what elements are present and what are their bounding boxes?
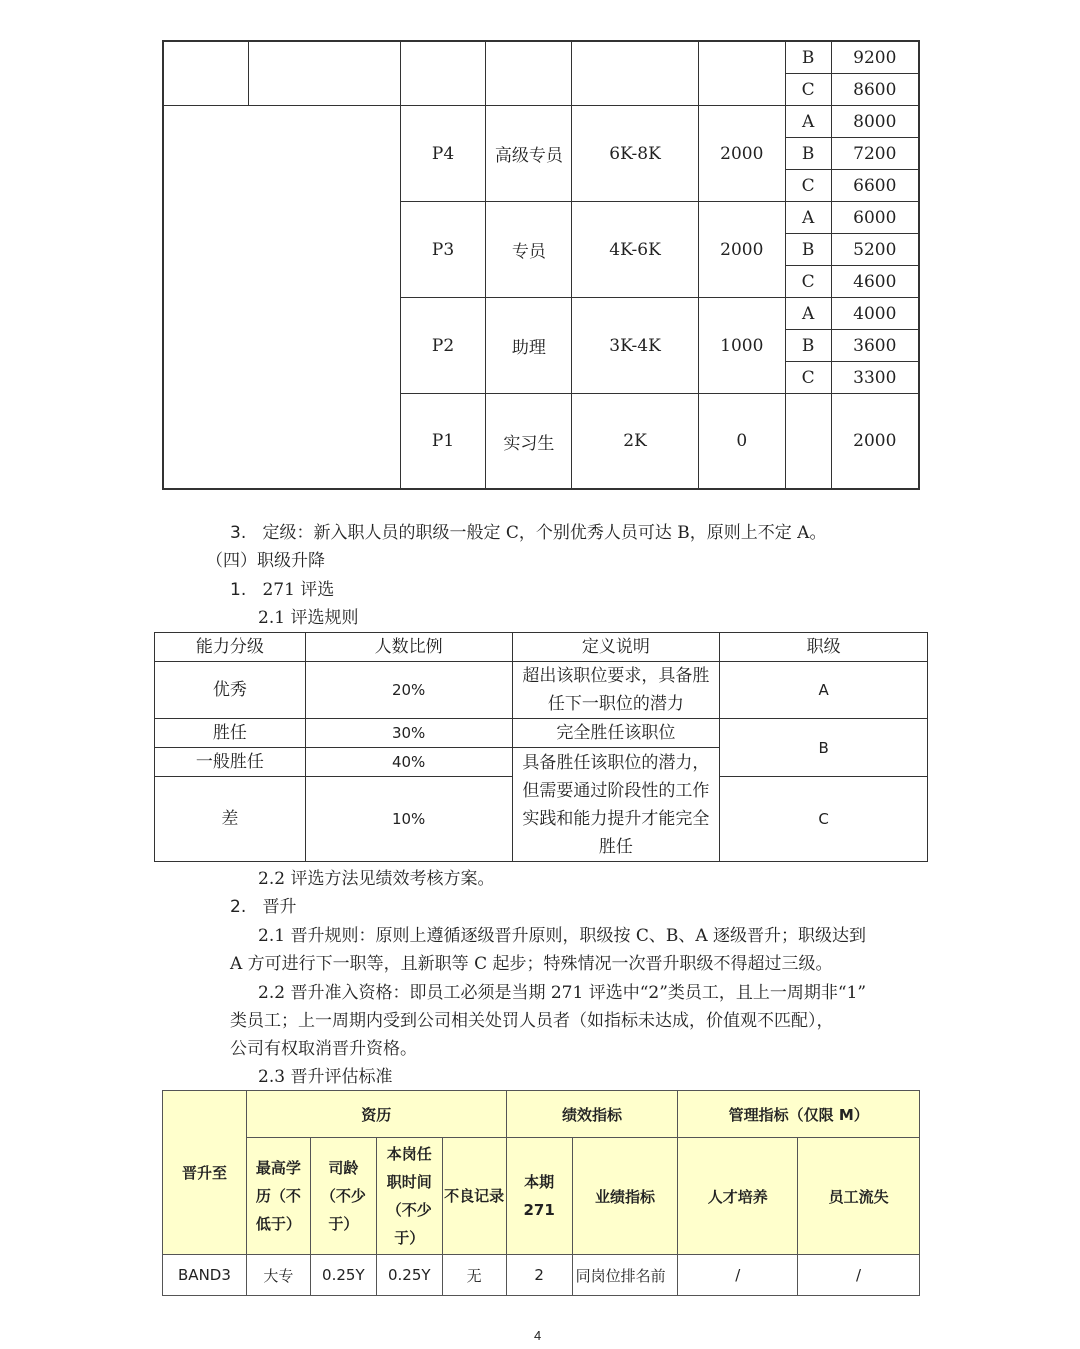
evaluation-rules-table xyxy=(154,632,928,862)
header-management: 管理指标（仅限 M） xyxy=(678,1091,920,1138)
promo-2-2-line3: 公司有权取消晋升资格。 xyxy=(230,1039,417,1059)
level-range: 4K-6K xyxy=(572,202,699,298)
ratio-cell: 30% xyxy=(305,719,512,748)
grade-cell: B xyxy=(785,138,831,170)
page-number: 4 xyxy=(534,1328,542,1343)
level-title: 助理 xyxy=(486,298,572,394)
data-cell: 0.25Y xyxy=(376,1255,442,1296)
salary-cell: 3600 xyxy=(831,330,919,362)
promo-2-1-line1: 2.1 晋升规则：原则上遵循逐级晋升原则，职级按 C、B、A 逐级晋升；职级达到 xyxy=(258,926,867,946)
grade-cell: B xyxy=(785,41,831,74)
data-cell: / xyxy=(798,1255,920,1296)
grade-cell: A xyxy=(785,106,831,138)
header-cell: 职级 xyxy=(720,633,928,662)
sub-2-1-heading: 2.1 评选规则 xyxy=(258,608,359,628)
ratio-cell: 40% xyxy=(305,748,512,777)
header-promote-to: 晋升至 xyxy=(163,1091,247,1255)
item-2: 2. 晋升 xyxy=(230,897,297,917)
level-title: 高级专员 xyxy=(486,106,572,202)
empty-cell xyxy=(572,41,699,106)
level-step: 2000 xyxy=(698,202,785,298)
item-3: 3. 定级：新入职人员的职级一般定 C，个别优秀人员可达 B，原则上不定 A。 xyxy=(230,523,827,543)
grade-cell: A xyxy=(785,202,831,234)
level-title: 专员 xyxy=(486,202,572,298)
salary-grade-table xyxy=(162,40,920,490)
salary-cell: 8000 xyxy=(831,106,919,138)
grade-cell: C xyxy=(785,74,831,106)
sub-header: 业绩指标 xyxy=(572,1138,678,1255)
item-3-text: 定级：新入职人员的职级一般定 C，个别优秀人员可达 B，原则上不定 A。 xyxy=(262,523,827,543)
header-performance: 绩效指标 xyxy=(506,1091,678,1138)
level-range: 2K xyxy=(572,394,699,490)
empty-cell xyxy=(163,106,400,490)
empty-cell xyxy=(400,41,486,106)
level-cell: 优秀 xyxy=(155,662,306,719)
promo-2-1-line2: A 方可进行下一职等，且新职等 C 起步；特殊情况一次晋升职级不得超过三级。 xyxy=(230,954,833,974)
salary-cell: 4600 xyxy=(831,266,919,298)
empty-cell xyxy=(486,41,572,106)
grade-cell: B xyxy=(785,330,831,362)
level-cell: 胜任 xyxy=(155,719,306,748)
header-cell: 定义说明 xyxy=(512,633,720,662)
promo-2-2-line1: 2.2 晋升准入资格：即员工必须是当期 271 评选中“2”类员工，且上一周期非“1” xyxy=(258,983,867,1003)
data-cell: 无 xyxy=(442,1255,506,1296)
data-cell: 大专 xyxy=(246,1255,310,1296)
header-cell: 能力分级 xyxy=(155,633,306,662)
empty-cell xyxy=(249,41,400,106)
salary-cell: 3300 xyxy=(831,362,919,394)
salary-cell: 2000 xyxy=(831,394,919,490)
grade-cell: A xyxy=(720,662,928,719)
data-cell: 0.25Y xyxy=(310,1255,376,1296)
promo-2-2-line2: 类员工；上一周期内受到公司相关处罚人员者（如指标未达成，价值观不匹配）， xyxy=(230,1011,834,1031)
sub-header: 人才培养 xyxy=(678,1138,798,1255)
level-range: 3K-4K xyxy=(572,298,699,394)
header-qualifications: 资历 xyxy=(246,1091,506,1138)
ratio-cell: 20% xyxy=(305,662,512,719)
data-cell: / xyxy=(678,1255,798,1296)
sub-header: 本期271 xyxy=(506,1138,572,1255)
data-cell: 同岗位排名前 xyxy=(572,1255,678,1296)
level-cell: 差 xyxy=(155,777,306,862)
level-step: 2000 xyxy=(698,106,785,202)
level-range: 6K-8K xyxy=(572,106,699,202)
header-cell: 人数比例 xyxy=(305,633,512,662)
sub-header: 不良记录 xyxy=(442,1138,506,1255)
item-1-text: 271 评选 xyxy=(262,580,335,600)
item-2-text: 晋升 xyxy=(262,897,297,917)
sub-2-2: 2.2 评选方法见绩效考核方案。 xyxy=(258,869,495,889)
promotion-criteria-table xyxy=(162,1090,920,1296)
salary-cell: 7200 xyxy=(831,138,919,170)
item-1: 1. 271 评选 xyxy=(230,580,335,600)
grade-cell: C xyxy=(720,777,928,862)
salary-cell: 4000 xyxy=(831,298,919,330)
salary-cell: 8600 xyxy=(831,74,919,106)
level-code: P4 xyxy=(400,106,486,202)
sub-header: 员工流失 xyxy=(798,1138,920,1255)
grade-cell: C xyxy=(785,266,831,298)
ratio-cell: 10% xyxy=(305,777,512,862)
grade-cell: A xyxy=(785,298,831,330)
data-cell: 2 xyxy=(506,1255,572,1296)
definition-cell: 完全胜任该职位 xyxy=(512,719,720,748)
definition-cell: 超出该职位要求，具备胜任下一职位的潜力 xyxy=(512,662,720,719)
salary-cell: 9200 xyxy=(831,41,919,74)
sub-header: 最高学历（不低于） xyxy=(246,1138,310,1255)
salary-cell: 6000 xyxy=(831,202,919,234)
empty-cell xyxy=(163,41,249,106)
salary-cell: 6600 xyxy=(831,170,919,202)
section-4-heading: （四）职级升降 xyxy=(206,551,325,571)
level-code: P1 xyxy=(400,394,486,490)
salary-cell: 5200 xyxy=(831,234,919,266)
grade-cell: C xyxy=(785,170,831,202)
grade-cell: C xyxy=(785,362,831,394)
level-title: 实习生 xyxy=(486,394,572,490)
sub-header: 司龄（不少于） xyxy=(310,1138,376,1255)
promo-2-3-heading: 2.3 晋升评估标准 xyxy=(258,1067,393,1087)
level-step: 0 xyxy=(698,394,785,490)
grade-cell: B xyxy=(720,719,928,777)
level-step: 1000 xyxy=(698,298,785,394)
level-cell: 一般胜任 xyxy=(155,748,306,777)
definition-cell: 具备胜任该职位的潜力，但需要通过阶段性的工作实践和能力提升才能完全胜任 xyxy=(512,748,720,862)
empty-cell xyxy=(785,394,831,490)
data-cell: BAND3 xyxy=(163,1255,247,1296)
empty-cell xyxy=(698,41,785,106)
level-code: P2 xyxy=(400,298,486,394)
grade-cell: B xyxy=(785,234,831,266)
sub-header: 本岗任职时间（不少于） xyxy=(376,1138,442,1255)
level-code: P3 xyxy=(400,202,486,298)
